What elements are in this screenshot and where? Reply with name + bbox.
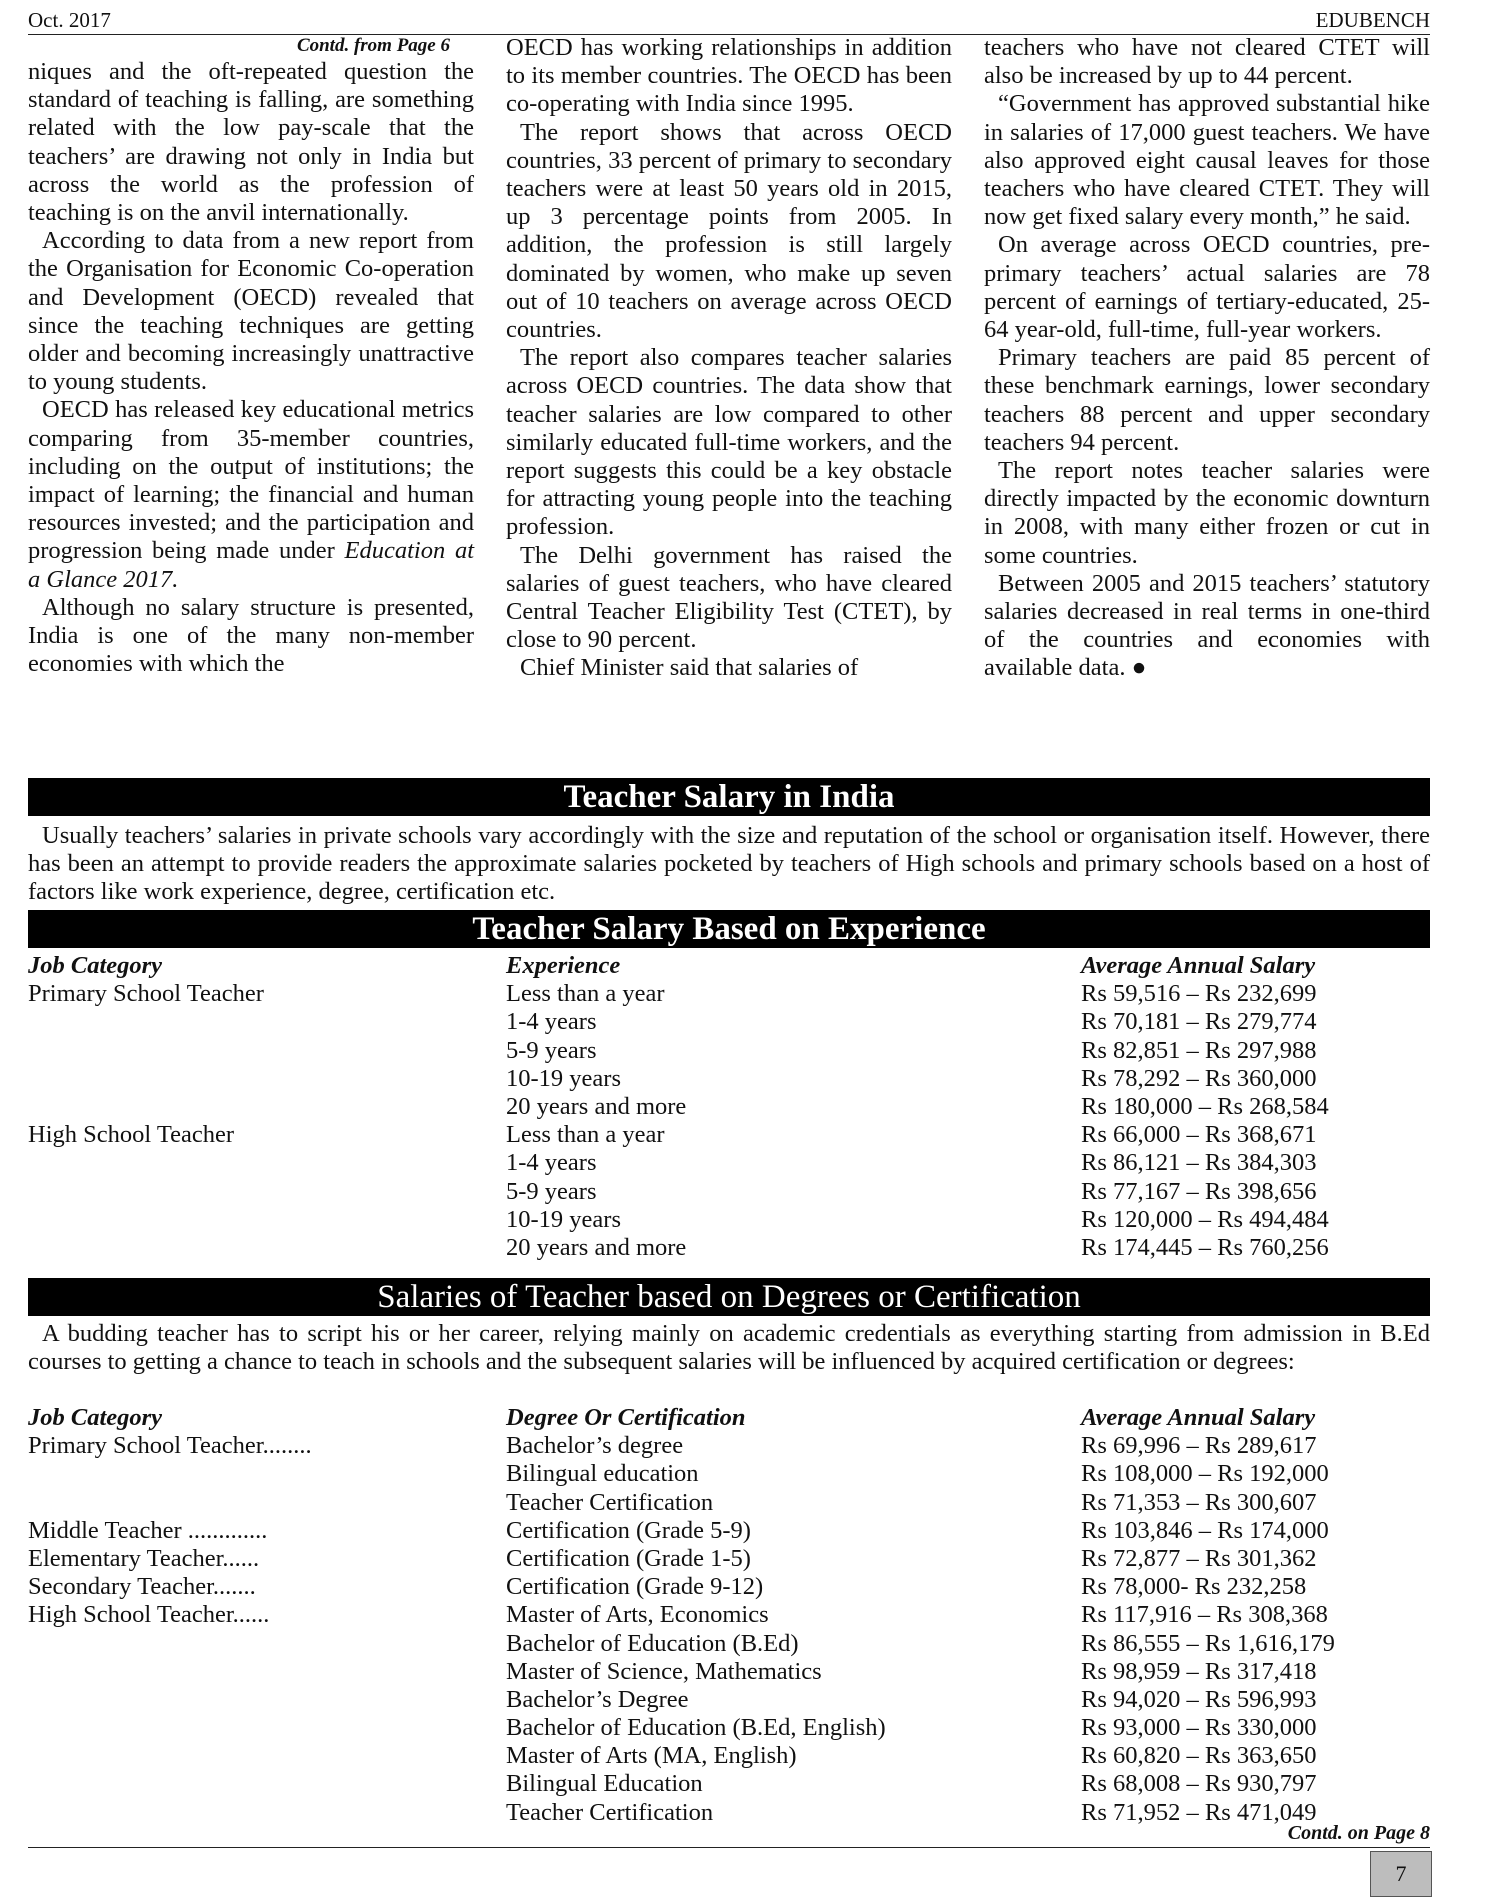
table-row bbox=[28, 1799, 1430, 1827]
table-row bbox=[28, 1093, 1430, 1121]
job-category-cell bbox=[28, 1460, 506, 1488]
table-row bbox=[28, 1489, 1430, 1517]
job-category-cell bbox=[28, 1770, 506, 1798]
salary-cell: Rs 103,846 – Rs 174,000 bbox=[1081, 1516, 1329, 1544]
article-columns bbox=[28, 34, 1430, 769]
salary-cell: Rs 117,916 – Rs 308,368 bbox=[1081, 1601, 1328, 1629]
paragraph: On average across OECD countries, pre-primary teachers’ actual salaries are 78 percent of earnings of tertiary-educated, 25-64 year-old, full-time, full-year workers. bbox=[984, 231, 1430, 344]
salary-cell: Rs 94,020 – Rs 596,993 bbox=[1081, 1685, 1317, 1713]
table-row bbox=[28, 1149, 1430, 1177]
column-header: Average Annual Salary bbox=[1081, 952, 1316, 979]
table-row bbox=[28, 1432, 1430, 1460]
table-row bbox=[28, 1234, 1430, 1262]
table-row bbox=[28, 1037, 1430, 1065]
job-category-cell bbox=[28, 1658, 506, 1686]
paragraph: The report shows that across OECD countries, 33 percent of primary to secondary teachers were at least 50 years old in 2015, up 3 percentage points from 2005. In addition, the profession is still largely dominated by women, who make up seven out of 10 teachers on average across OECD countries. bbox=[506, 118, 952, 344]
paragraph: The report notes teacher salaries were directly impacted by the economic downturn in 2008, with many either frozen or cut in some countries. bbox=[984, 457, 1430, 569]
article-column-2 bbox=[506, 34, 952, 683]
salary-cell: Rs 72,877 – Rs 301,362 bbox=[1081, 1544, 1317, 1572]
salary-cell: Rs 70,181 – Rs 279,774 bbox=[1081, 1008, 1317, 1036]
job-category-cell bbox=[28, 1178, 506, 1206]
column-header: Job Category bbox=[28, 1404, 163, 1431]
column-header: Degree Or Certification bbox=[506, 1404, 746, 1431]
job-category-cell: Primary School Teacher........ bbox=[28, 1432, 312, 1460]
degree-salary-table bbox=[28, 1404, 1430, 1827]
paragraph: Between 2005 and 2015 teachers’ statutory salaries decreased in real terms in one-third of the countries and economies with available data. ● bbox=[984, 569, 1430, 682]
salary-cell: Rs 93,000 – Rs 330,000 bbox=[1081, 1714, 1317, 1742]
paragraph: The Delhi government has raised the salaries of guest teachers, who have cleared Central Teacher Eligibility Test (CTET), by close to 90 percent. bbox=[506, 541, 952, 654]
job-category-cell bbox=[28, 1206, 506, 1234]
qualification-cell: 10-19 years bbox=[506, 1205, 621, 1233]
publication-name: EDUBENCH bbox=[1315, 8, 1430, 32]
qualification-cell: Less than a year bbox=[506, 1121, 665, 1149]
table-header-row bbox=[28, 952, 1430, 980]
article-column-1 bbox=[28, 34, 474, 678]
salary-cell: Rs 69,996 – Rs 289,617 bbox=[1081, 1432, 1317, 1460]
column-header: Average Annual Salary bbox=[1081, 1404, 1316, 1431]
qualification-cell: 1-4 years bbox=[506, 1008, 597, 1036]
paragraph: Usually teachers’ salaries in private schools vary accordingly with the size and reputation of the school or organisation itself. However, there has been an attempt to provide readers the approximate salaries pocketed by teachers of High schools and primary schools based on a host of factors like work experience, degree, certification etc. bbox=[28, 822, 1430, 906]
table-row bbox=[28, 1545, 1430, 1573]
table-row bbox=[28, 1658, 1430, 1686]
qualification-cell: Bachelor of Education (B.Ed) bbox=[506, 1629, 799, 1657]
table-row bbox=[28, 1742, 1430, 1770]
paragraph bbox=[28, 396, 474, 593]
job-category-cell bbox=[28, 1630, 506, 1658]
salary-cell: Rs 77,167 – Rs 398,656 bbox=[1081, 1177, 1317, 1205]
job-category-cell bbox=[28, 1234, 506, 1262]
job-category-cell: Middle Teacher ............. bbox=[28, 1516, 268, 1544]
job-category-cell bbox=[28, 1489, 506, 1517]
qualification-cell: Bachelor’s degree bbox=[506, 1432, 684, 1460]
salary-cell: Rs 86,555 – Rs 1,616,179 bbox=[1081, 1629, 1335, 1657]
table-row bbox=[28, 1121, 1430, 1149]
paragraph: OECD has working relationships in addition to its member countries. The OECD has been co-operating with India since 1995. bbox=[506, 34, 952, 118]
job-category-cell bbox=[28, 1065, 506, 1093]
salary-cell: Rs 66,000 – Rs 368,671 bbox=[1081, 1121, 1317, 1149]
salary-cell: Rs 71,353 – Rs 300,607 bbox=[1081, 1488, 1317, 1516]
salary-cell: Rs 68,008 – Rs 930,797 bbox=[1081, 1770, 1317, 1798]
paragraph: “Government has approved substantial hike in salaries of 17,000 guest teachers. We have also approved eight causal leaves for those teachers who have cleared CTET. They will now get fixed salary every month,” he said. bbox=[984, 90, 1430, 231]
job-category-cell bbox=[28, 1714, 506, 1742]
job-category-cell: Primary School Teacher bbox=[28, 980, 264, 1008]
table-row bbox=[28, 1770, 1430, 1798]
table-row bbox=[28, 1686, 1430, 1714]
table-row bbox=[28, 1178, 1430, 1206]
salary-cell: Rs 82,851 – Rs 297,988 bbox=[1081, 1036, 1317, 1064]
degrees-intro bbox=[28, 1320, 1430, 1376]
qualification-cell: Certification (Grade 1-5) bbox=[506, 1544, 751, 1572]
paragraph: teachers who have not cleared CTET will also be increased by up to 44 percent. bbox=[984, 34, 1430, 90]
job-category-cell bbox=[28, 1742, 506, 1770]
qualification-cell: Certification (Grade 5-9) bbox=[506, 1516, 751, 1544]
job-category-cell: Elementary Teacher...... bbox=[28, 1544, 260, 1572]
salary-cell: Rs 71,952 – Rs 471,049 bbox=[1081, 1798, 1317, 1826]
job-category-cell bbox=[28, 1037, 506, 1065]
column-header: Experience bbox=[506, 952, 621, 979]
qualification-cell: Certification (Grade 9-12) bbox=[506, 1573, 764, 1601]
salary-cell: Rs 78,000- Rs 232,258 bbox=[1081, 1573, 1307, 1601]
paragraph: The report also compares teacher salaries across OECD countries. The data show that teacher salaries are low compared to other similarly educated full-time workers, and the report suggests this could be a key obstacle for attracting young people into the teaching profession. bbox=[506, 344, 952, 541]
qualification-cell: Bachelor’s Degree bbox=[506, 1685, 689, 1713]
salary-cell: Rs 60,820 – Rs 363,650 bbox=[1081, 1742, 1317, 1770]
table-header-row bbox=[28, 1404, 1430, 1432]
job-category-cell: High School Teacher bbox=[28, 1121, 235, 1149]
table-row bbox=[28, 1206, 1430, 1234]
qualification-cell: Bilingual education bbox=[506, 1460, 699, 1488]
table-row bbox=[28, 1573, 1430, 1601]
footer-rule bbox=[28, 1847, 1430, 1848]
table-row bbox=[28, 1008, 1430, 1036]
india-intro bbox=[28, 822, 1430, 907]
job-category-cell bbox=[28, 1686, 506, 1714]
issue-date: Oct. 2017 bbox=[28, 8, 111, 32]
qualification-cell: Teacher Certification bbox=[506, 1798, 714, 1826]
section-title-experience: Teacher Salary Based on Experience bbox=[28, 910, 1430, 948]
publication-title: Education at a Glance 2017. bbox=[28, 537, 475, 593]
qualification-cell: 1-4 years bbox=[506, 1149, 597, 1177]
qualification-cell: Bilingual Education bbox=[506, 1770, 703, 1798]
experience-salary-table bbox=[28, 952, 1430, 1262]
paragraph: A budding teacher has to script his or her career, relying mainly on academic credentials as everything starting from admission in B.Ed courses to getting a chance to teach in schools and the subsequent salaries will be influenced by acquired certification or degrees: bbox=[28, 1320, 1430, 1376]
job-category-cell bbox=[28, 1149, 506, 1177]
qualification-cell: Bachelor of Education (B.Ed, English) bbox=[506, 1714, 886, 1742]
paragraph: niques and the oft-repeated question the standard of teaching is falling, are something related with the low pay-scale that the teachers’ are drawing not only in India but across the world as the profession of teaching is on the anvil internationally. bbox=[28, 58, 474, 227]
column-header: Job Category bbox=[28, 952, 163, 979]
qualification-cell: Less than a year bbox=[506, 980, 665, 1008]
paragraph: According to data from a new report from the Organisation for Economic Co-operation and Development (OECD) revealed that since the teaching techniques are getting older and becoming increasingly unattractive to young students. bbox=[28, 227, 474, 396]
table-row bbox=[28, 1714, 1430, 1742]
section-title-degrees: Salaries of Teacher based on Degrees or Certification bbox=[28, 1278, 1430, 1316]
section-title-india: Teacher Salary in India bbox=[28, 778, 1430, 816]
salary-cell: Rs 59,516 – Rs 232,699 bbox=[1081, 980, 1317, 1008]
paragraph: Although no salary structure is presented, India is one of the many non-member economies with which the bbox=[28, 593, 474, 678]
paragraph-text: OECD has released key educational metrics comparing from 35-member countries, including on the output of institutions; the impact of learning; the financial and human resources invested; and the participation and progression being made under bbox=[28, 396, 474, 565]
job-category-cell: Secondary Teacher....... bbox=[28, 1573, 256, 1601]
paragraph: Chief Minister said that salaries of bbox=[520, 654, 859, 682]
qualification-cell: 5-9 years bbox=[506, 1036, 597, 1064]
job-category-cell bbox=[28, 1008, 506, 1036]
table-row bbox=[28, 1630, 1430, 1658]
qualification-cell: 20 years and more bbox=[506, 1092, 687, 1120]
salary-cell: Rs 98,959 – Rs 317,418 bbox=[1081, 1657, 1317, 1685]
table-row bbox=[28, 1460, 1430, 1488]
job-category-cell bbox=[28, 1093, 506, 1121]
salary-cell: Rs 108,000 – Rs 192,000 bbox=[1081, 1460, 1329, 1488]
table-row bbox=[28, 980, 1430, 1008]
salary-cell: Rs 120,000 – Rs 494,484 bbox=[1081, 1205, 1329, 1233]
qualification-cell: Teacher Certification bbox=[506, 1488, 714, 1516]
continued-on-label: Contd. on Page 8 bbox=[1287, 1822, 1430, 1844]
table-row bbox=[28, 1517, 1430, 1545]
qualification-cell: Master of Science, Mathematics bbox=[506, 1657, 822, 1685]
table-row bbox=[28, 1601, 1430, 1629]
qualification-cell: Master of Arts (MA, English) bbox=[506, 1742, 797, 1770]
paragraph: Primary teachers are paid 85 percent of these benchmark earnings, lower secondary teachers 88 percent and upper secondary teachers 94 percent. bbox=[984, 344, 1430, 456]
salary-cell: Rs 86,121 – Rs 384,303 bbox=[1081, 1149, 1317, 1177]
table-row bbox=[28, 1065, 1430, 1093]
qualification-cell: 5-9 years bbox=[506, 1177, 597, 1205]
continued-from-label: Contd. from Page 6 bbox=[296, 35, 450, 56]
salary-cell: Rs 78,292 – Rs 360,000 bbox=[1081, 1064, 1317, 1092]
qualification-cell: 10-19 years bbox=[506, 1064, 621, 1092]
job-category-cell bbox=[28, 1799, 506, 1827]
salary-cell: Rs 180,000 – Rs 268,584 bbox=[1081, 1092, 1329, 1120]
article-column-3 bbox=[984, 34, 1430, 683]
page-number: 7 bbox=[1370, 1851, 1432, 1897]
qualification-cell: 20 years and more bbox=[506, 1233, 687, 1261]
qualification-cell: Master of Arts, Economics bbox=[506, 1601, 769, 1629]
salary-cell: Rs 174,445 – Rs 760,256 bbox=[1081, 1233, 1329, 1261]
job-category-cell: High School Teacher...... bbox=[28, 1601, 270, 1629]
